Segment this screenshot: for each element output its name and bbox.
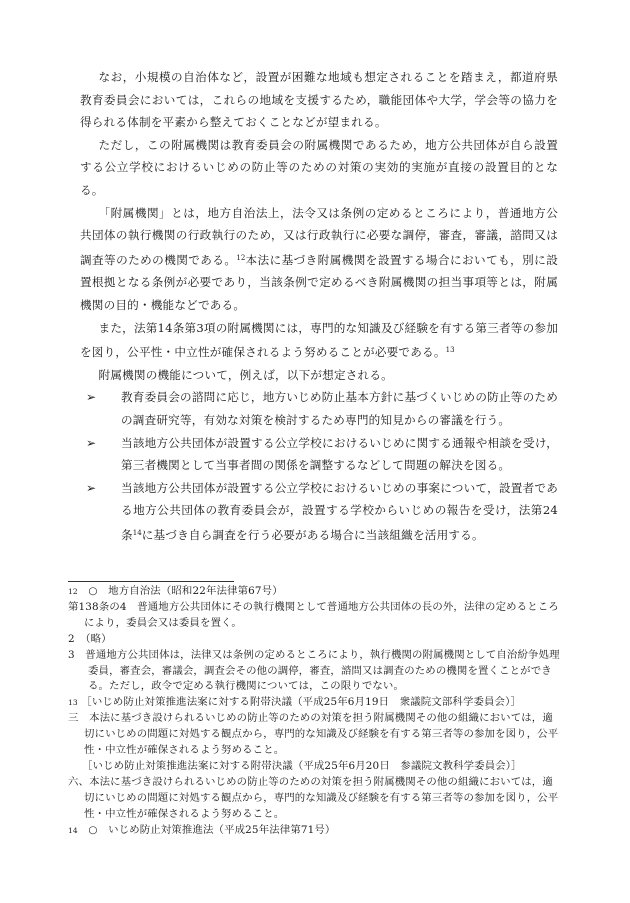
paragraph-purpose: ただし，この附属機関は教育委員会の附属機関であるため，地方公共団体が自ら設置する公立学校におけるいじめの防止等のための対策の実効的実施が直接の設置目的となる。 [80,137,558,197]
footnote-12-item3: 3 普通地方公共団体は，法律又は条例の定めるところにより，執行機関の附属機関として自治紛争処理委員，審査会，審議会，調査会その他の調停，審査，諮問又は調査のための機関を置くことができる。ただし，政令で定める執行機関については，この限りでない。 [68,648,560,693]
list-item [80,386,558,431]
footnote-ref-14[interactable]: 14 [132,528,142,537]
footnote-13-item6: 六、本法に基づき設けられるいじめの防止等のための対策を担う附属機関その他の組織においては，適切にいじめの問題に対処する観点から，専門的な知識及び経験を有する第三者等の参加を図り，公平性・中立性が確保されるよう努めること。 [68,775,559,820]
footnote-13-title2: ［いじめ防止対策推進法案に対する附帯決議（平成25年6月20日 参議院文教科学委員会）］ [82,759,522,772]
arrow-bullet-icon: ➢ [86,480,97,495]
list-item [80,432,558,477]
bullet-text: 当該地方公共団体が設置する公立学校におけるいじめに関する通報や相談を受け，第三者機関として当事者間の関係を調整するなどして問題の解決を図る。 [121,435,558,473]
footnote-ref-13[interactable]: 13 [445,346,455,355]
list-item [80,477,558,547]
bullet-text: 当該地方公共団体が設置する公立学校におけるいじめの事案について，設置者である地方公共団体の教育委員会が，設置する学校からいじめの報告を受け，法第24条$^{14}$に基づき自ら調査を行う必要がある場合に当該組織を活用する。 [121,480,558,542]
footnote-12-article: 第138条の4 普通地方公共団体にその執行機関として普通地方公共団体の長の外，法律の定めるところにより，委員会又は委員を置く。 [68,600,559,629]
footnote-13-title: 13 ［いじめ防止対策推進法案に対する附帯決議（平成25年6月19日 衆議院文部科学委員会）］ [68,696,521,709]
footnote-12-title: 12 ○ 地方自治法（昭和22年法律第67号） [68,585,283,597]
footnote-13-item3: 三 本法に基づき設けられるいじめの防止等のための対策を担う附属機関その他の組織においては，適切にいじめの問題に対処する観点から，専門的な知識及び経験を有する第三者等の参加を図り，公平性・中立性が確保されるよう努めること。 [68,712,559,757]
paragraph-small-municipalities: なお，小規模の自治体など，設置が困難な地域も想定されることを踏まえ，都道府県教育委員会においては，これらの地域を支援するため，職能団体や大学，学会等の協力を得られる体制を平素から整えておくことなどが望まれる。 [80,70,558,130]
paragraph-third-party: また，法第14条第3項の附属機関には，専門的な知識及び経験を有する第三者等の参加を図り，公平性・中立性が確保されるよう努めることが必要である。$^{13}$ [80,320,558,360]
footnote-separator [68,581,234,582]
bullet-text: 教育委員会の諮問に応じ，地方いじめ防止基本方針に基づくいじめの防止等のための調査研究等，有効な対策を検討するため専門的知見からの審議を行う。 [121,390,558,427]
arrow-bullet-icon: ➢ [86,435,97,450]
paragraph-definition: 「附属機関」とは，地方自治法上，法令又は条例の定めるところにより，普通地方公共団体の執行機関の行政執行のため，又は行政執行に必要な調停，審査，審議，諮問又は調査等のための機関である。$^{12}$本法に基づき附属機関を設置する場合においても，別に設置根拠となる条例が必要であり，当該条例で定めるべき附属機関の担当事項等とは，附属機関の目的・機能などである。 [80,205,558,312]
paragraph-functions-intro: 附属機関の機能について，例えば，以下が想定される。 [98,367,393,382]
footnote-12-item2: 2 （略） [68,632,112,645]
footnote-14-title: 14 ○ いじめ防止対策推進法（平成25年法律第71号） [68,823,336,836]
footnote-ref-12[interactable]: 12 [236,253,246,262]
main-text [80,66,558,546]
arrow-bullet-icon: ➢ [86,390,97,405]
footnotes [68,584,562,839]
